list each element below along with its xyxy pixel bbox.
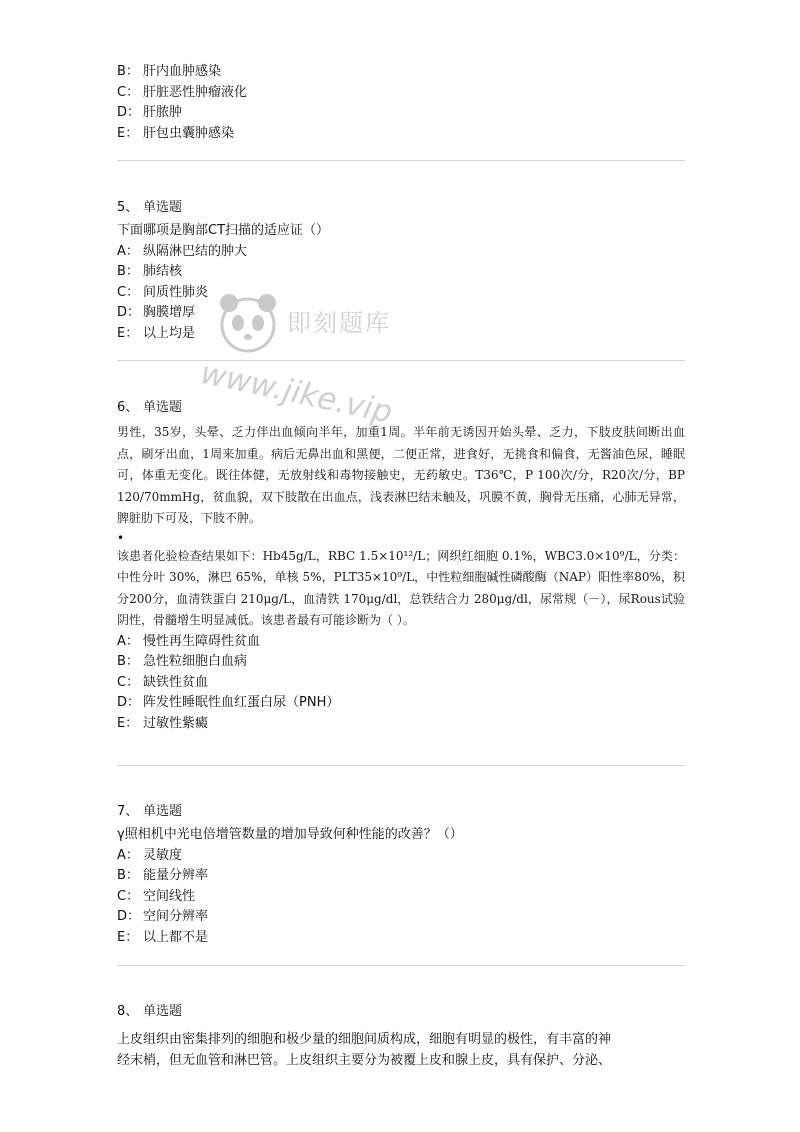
- divider: [117, 965, 685, 966]
- option-a[interactable]: A： 慢性再生障碍性贫血: [117, 633, 261, 649]
- question-text-line-1: 上皮组织由密集排列的细胞和极少量的细胞间质构成，细胞有明显的极性，有丰富的神: [117, 1032, 612, 1047]
- option-c[interactable]: C： 缺铁性贫血: [117, 674, 209, 690]
- option-c[interactable]: C： 间质性肺炎: [117, 284, 209, 300]
- option-b[interactable]: B： 肝内血肿感染: [117, 64, 222, 79]
- option-e[interactable]: E： 肝包虫囊肿感染: [117, 125, 235, 141]
- question-6: [117, 398, 685, 734]
- option-e[interactable]: E： 以上均是: [117, 325, 196, 341]
- option-d[interactable]: D： 空间分辨率: [117, 909, 209, 924]
- option-b[interactable]: B： 能量分辨率: [117, 868, 209, 883]
- question-7: [117, 802, 685, 948]
- watermark-brand: 即刻题库: [287, 309, 391, 337]
- option-d[interactable]: D： 胸膜增厚: [117, 305, 196, 320]
- question-5: [117, 198, 685, 344]
- lab-results: 该患者化验检查结果如下：Hb45g/L，RBC 1.5×10¹²/L；网织红细胞 0.1%，WBC3.0×10⁹/L，分类：中性分叶 30%，淋巴 65%，单核 5%，PLT35×10⁹/L，中性粒细胞碱性磷酸酶（NAP）阳性率80%，积分200分，血清铁蛋白 210μg/L，血清铁 170μg/dl，总铁结合力 280μg/dl，尿常规（－），尿Rous试验阴性，骨髓增生明显减低。该患者最有可能诊断为（ ）。: [117, 548, 685, 627]
- question-text: γ照相机中光电倍增管数量的增加导致何种性能的改善？（）: [117, 827, 463, 842]
- option-a[interactable]: A： 灵敏度: [117, 847, 183, 863]
- question-header: 6、 单选题: [117, 400, 183, 415]
- bullet: •: [117, 530, 125, 545]
- option-c[interactable]: C： 空间线性: [117, 888, 196, 904]
- question-header: 5、 单选题: [117, 200, 183, 215]
- option-b[interactable]: B： 肺结核: [117, 264, 183, 279]
- question-text: 下面哪项是胸部CT扫描的适应证（）: [117, 223, 330, 238]
- question-header: 7、 单选题: [117, 804, 183, 819]
- question-8: [117, 1002, 685, 1071]
- q4-options: [117, 62, 685, 144]
- case-description: 男性，35岁，头晕、乏力伴出血倾向半年，加重1周。半年前无诱因开始头晕、乏力，下肢皮肤间断出血点，刷牙出血，1周来加重。病后无鼻出血和黑便，二便正常，进食好，无挑食和偏食，无酱油色尿，睡眠可，体重无变化。既往体健，无放射线和毒物接触史，无药敏史。T36℃，P 100次/分，R20次/分，BP 120/70mmHg，贫血貌，双下肢散在出血点，浅表淋巴结未触及，巩膜不黄，胸骨无压痛，心肺无异常，脾脏肋下可及，下肢不肿。: [117, 425, 685, 525]
- option-a[interactable]: A： 纵隔淋巴结的肿大: [117, 243, 248, 259]
- option-d[interactable]: D： 肝脓肿: [117, 105, 183, 120]
- option-c[interactable]: C： 肝脏恶性肿瘤液化: [117, 84, 248, 100]
- question-header: 8、 单选题: [117, 1004, 183, 1019]
- question-text-line-2: 经末梢，但无血管和淋巴管。上皮组织主要分为被覆上皮和腺上皮，具有保护、分泌、: [117, 1052, 612, 1068]
- divider: [117, 765, 685, 766]
- divider: [117, 160, 685, 161]
- divider: [117, 360, 685, 361]
- option-d[interactable]: D： 阵发性睡眠性血红蛋白尿（PNH）: [117, 695, 340, 710]
- option-e[interactable]: E： 以上都不是: [117, 929, 209, 945]
- option-e[interactable]: E： 过敏性紫癜: [117, 715, 209, 731]
- option-b[interactable]: B： 急性粒细胞白血病: [117, 654, 248, 669]
- watermark-url: www.jike.vip: [197, 355, 396, 431]
